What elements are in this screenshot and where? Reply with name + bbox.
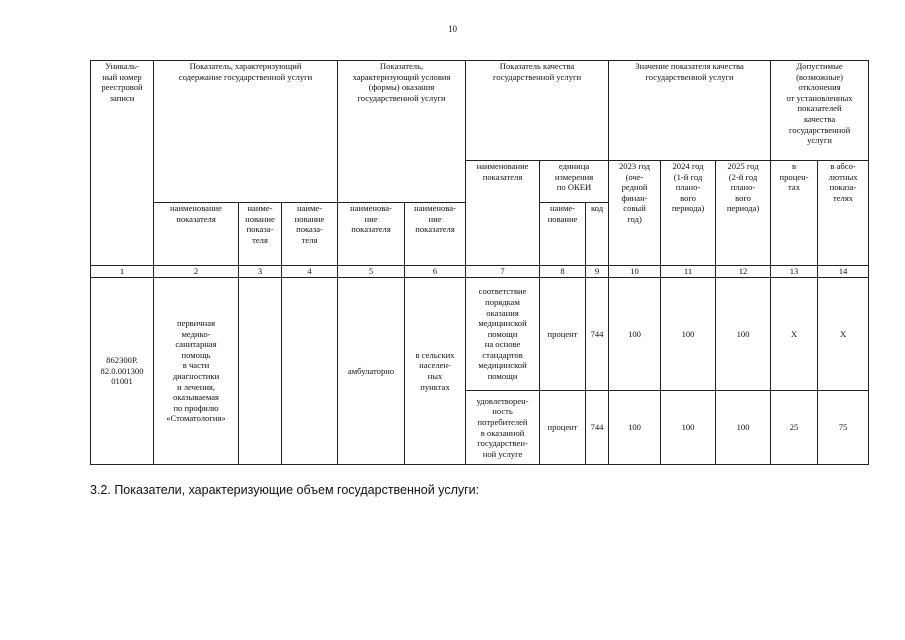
value-2024-cell: 100: [661, 391, 716, 465]
header-conditions: Показатель, характеризующий условия (формы) оказания государственной услуги: [338, 61, 466, 203]
value-2024-cell: 100: [661, 278, 716, 391]
column-number: 9: [586, 266, 609, 278]
indicator-name-cell: соответствие порядкам оказания медицинской помощи на основе стандартов медицинской помощи: [466, 278, 540, 391]
header-value: Значение показателя качества государственной услуги: [609, 61, 771, 161]
indicator-unit-cell: процент: [540, 278, 586, 391]
column-number: 13: [771, 266, 818, 278]
deviation-absolute-cell: Х: [818, 278, 869, 391]
header-unit-code: код: [586, 203, 609, 266]
value-2025-cell: 100: [716, 391, 771, 465]
registry-number-cell: 862300Р. 82.0.001300 01001: [91, 278, 154, 465]
header-deviation-percent: в процен- тах: [771, 161, 818, 266]
header-registry: Уникаль- ный номер реестровой записи: [91, 61, 154, 266]
header-quality: Показатель качества государственной услуги: [466, 61, 609, 161]
column-number: 8: [540, 266, 586, 278]
header-condition-2: наименова- ние показателя: [405, 203, 466, 266]
column-number-row: [91, 266, 869, 278]
header-content: Показатель, характеризующий содержание государственной услуги: [154, 61, 338, 203]
column-number: 11: [661, 266, 716, 278]
header-deviation: Допустимые (возможные) отклонения от установленных показателей качества государственной услуги: [771, 61, 869, 161]
indicator-code-cell: 744: [586, 391, 609, 465]
empty-cell-4: [282, 278, 338, 465]
value-2025-cell: 100: [716, 278, 771, 391]
column-number: 4: [282, 266, 338, 278]
header-content-2: наиме- нование показа- теля: [239, 203, 282, 266]
header-year-2023: 2023 год (оче- редной финан- совый год): [609, 161, 661, 266]
indicator-name-cell: удовлетворен- ность потребителей в оказанной государствен- ной услуге: [466, 391, 540, 465]
header-deviation-absolute: в абсо- лютных показа- телях: [818, 161, 869, 266]
condition-place-cell: в сельских населен- ных пунктах: [405, 278, 466, 465]
empty-cell-3: [239, 278, 282, 465]
deviation-percent-cell: Х: [771, 278, 818, 391]
content-cell: первичная медико- санитарная помощь в части диагностики и лечения, оказываемая по профилю «Стоматология»: [154, 278, 239, 465]
value-2023-cell: 100: [609, 278, 661, 391]
column-number: 6: [405, 266, 466, 278]
page-number: 10: [448, 24, 457, 34]
column-number: 2: [154, 266, 239, 278]
indicator-unit-cell: процент: [540, 391, 586, 465]
header-content-1: наименование показателя: [154, 203, 239, 266]
column-number: 3: [239, 266, 282, 278]
header-indicator-name: наименование показателя: [466, 161, 540, 266]
column-number: 12: [716, 266, 771, 278]
header-unit-name: наиме- нование: [540, 203, 586, 266]
section-title: 3.2. Показатели, характеризующие объем государственной услуги:: [90, 483, 480, 497]
column-number: 7: [466, 266, 540, 278]
deviation-percent-cell: 25: [771, 391, 818, 465]
condition-form-cell: амбулаторно: [338, 278, 405, 465]
indicator-code-cell: 744: [586, 278, 609, 391]
quality-indicators-table: [90, 60, 869, 465]
header-content-3: наиме- нование показа- теля: [282, 203, 338, 266]
header-unit: единица измерения по ОКЕИ: [540, 161, 609, 203]
column-number: 14: [818, 266, 869, 278]
column-number: 5: [338, 266, 405, 278]
value-2023-cell: 100: [609, 391, 661, 465]
column-number: 1: [91, 266, 154, 278]
header-year-2024: 2024 год (1-й год плано- вого периода): [661, 161, 716, 266]
header-year-2025: 2025 год (2-й год плано- вого периода): [716, 161, 771, 266]
column-number: 10: [609, 266, 661, 278]
deviation-absolute-cell: 75: [818, 391, 869, 465]
header-condition-1: наименова- ние показателя: [338, 203, 405, 266]
